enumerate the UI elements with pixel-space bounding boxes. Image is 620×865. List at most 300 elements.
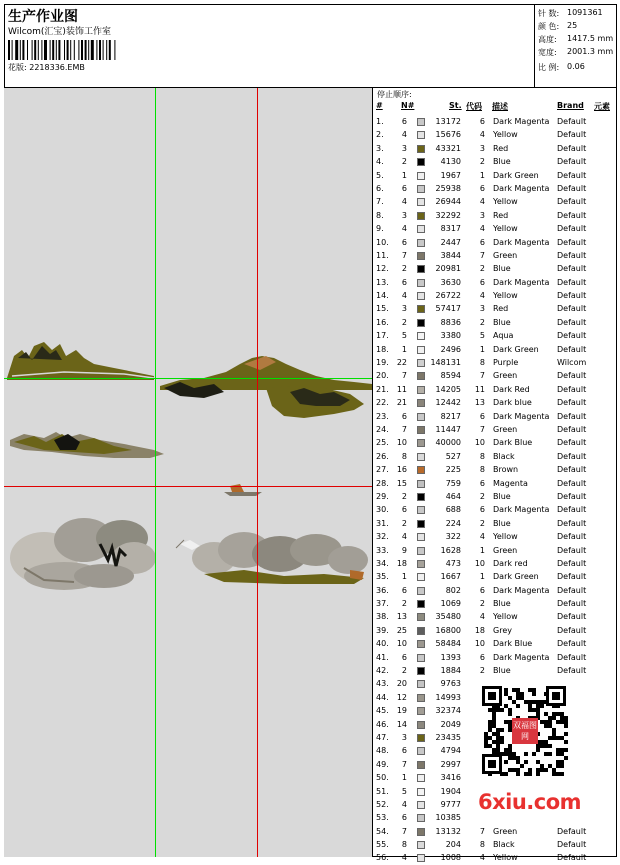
row-code: 10 xyxy=(474,558,485,568)
row-brand: Default xyxy=(557,237,587,247)
row-stitches: 43321 xyxy=(435,143,461,153)
color-swatch xyxy=(417,547,425,555)
row-needle: 6 xyxy=(401,585,407,595)
barcode xyxy=(8,40,146,60)
color-swatch xyxy=(417,185,425,193)
row-stitches: 2997 xyxy=(440,759,461,769)
row-brand: Default xyxy=(557,545,587,555)
row-stitches: 1628 xyxy=(440,545,461,555)
list-item xyxy=(373,249,617,262)
row-needle: 6 xyxy=(401,411,407,421)
row-description: Dark Magenta xyxy=(493,237,550,247)
row-stitches: 2049 xyxy=(440,719,461,729)
row-index: 14. xyxy=(376,291,389,301)
row-index: 20. xyxy=(376,371,389,381)
row-needle: 6 xyxy=(401,117,407,126)
row-stitches: 1884 xyxy=(440,666,461,676)
row-description: Yellow xyxy=(493,130,518,140)
row-stitches: 11447 xyxy=(435,424,461,434)
list-item xyxy=(373,570,617,583)
row-stitches: 1069 xyxy=(440,599,461,609)
pattern-value: 2218336.EMB xyxy=(29,63,85,72)
row-needle: 2 xyxy=(401,666,407,676)
row-code: 2 xyxy=(479,518,485,528)
row-description: Dark Blue xyxy=(493,639,533,649)
row-brand: Default xyxy=(557,438,587,448)
color-swatch xyxy=(417,319,425,327)
row-needle: 1 xyxy=(401,572,407,582)
row-description: Grey xyxy=(493,625,512,635)
row-brand: Default xyxy=(557,826,587,836)
col-header-index: # xyxy=(376,101,383,110)
color-swatch xyxy=(417,399,425,407)
row-stitches: 1967 xyxy=(440,170,461,180)
row-description: Dark Magenta xyxy=(493,117,550,126)
row-index: 24. xyxy=(376,424,389,434)
row-needle: 11 xyxy=(396,384,407,394)
guide-line-green-horizontal xyxy=(4,378,373,379)
row-stitches: 10385 xyxy=(435,813,461,823)
row-brand: Default xyxy=(557,344,587,354)
row-index: 19. xyxy=(376,358,389,368)
row-needle: 10 xyxy=(396,438,407,448)
row-stitches: 225 xyxy=(445,465,461,475)
row-needle: 6 xyxy=(401,813,407,823)
row-code: 4 xyxy=(479,291,485,301)
row-stitches: 688 xyxy=(445,505,461,515)
row-needle: 7 xyxy=(401,250,407,260)
row-brand: Default xyxy=(557,532,587,542)
row-stitches: 3416 xyxy=(440,773,461,783)
color-swatch xyxy=(417,801,425,809)
row-stitches: 8594 xyxy=(440,371,461,381)
company-name: Wilcom(汇宝)装饰工作室 xyxy=(8,27,111,37)
row-stitches: 13132 xyxy=(435,826,461,836)
row-needle: 4 xyxy=(401,291,407,301)
row-brand: Default xyxy=(557,558,587,568)
row-needle: 6 xyxy=(401,277,407,287)
tree-cluster-right xyxy=(176,532,368,584)
row-needle: 6 xyxy=(401,183,407,193)
row-index: 13. xyxy=(376,277,389,287)
list-item xyxy=(373,450,617,463)
color-swatch xyxy=(417,573,425,581)
row-needle: 1 xyxy=(401,170,407,180)
list-item xyxy=(373,182,617,195)
list-item xyxy=(373,825,617,838)
row-stitches: 9763 xyxy=(440,679,461,689)
row-brand: Default xyxy=(557,264,587,274)
row-stitches: 527 xyxy=(445,451,461,461)
row-brand: Default xyxy=(557,183,587,193)
row-index: 8. xyxy=(376,210,384,220)
row-stitches: 1393 xyxy=(440,652,461,662)
row-index: 38. xyxy=(376,612,389,622)
row-index: 36. xyxy=(376,585,389,595)
row-index: 5. xyxy=(376,170,384,180)
row-description: Black xyxy=(493,840,515,850)
list-item xyxy=(373,383,617,396)
row-stitches: 58484 xyxy=(435,639,461,649)
row-needle: 3 xyxy=(401,732,407,742)
row-brand: Default xyxy=(557,411,587,421)
color-swatch xyxy=(417,372,425,380)
row-index: 45. xyxy=(376,706,389,716)
row-brand: Default xyxy=(557,666,587,676)
row-brand: Default xyxy=(557,424,587,434)
row-brand: Default xyxy=(557,612,587,622)
row-index: 49. xyxy=(376,759,389,769)
row-code: 2 xyxy=(479,264,485,274)
row-stitches: 3380 xyxy=(440,331,461,341)
row-index: 12. xyxy=(376,264,389,274)
mountain-left-mid xyxy=(10,432,164,458)
row-description: Brown xyxy=(493,465,519,475)
row-index: 41. xyxy=(376,652,389,662)
row-index: 43. xyxy=(376,679,389,689)
list-item xyxy=(373,517,617,530)
row-index: 10. xyxy=(376,237,389,247)
row-stitches: 4794 xyxy=(440,746,461,756)
row-needle: 6 xyxy=(401,746,407,756)
list-item xyxy=(373,316,617,329)
row-brand: Default xyxy=(557,331,587,341)
meta-label: 高度: xyxy=(538,35,557,44)
list-item xyxy=(373,637,617,650)
document-header xyxy=(4,4,535,88)
row-index: 27. xyxy=(376,465,389,475)
list-item xyxy=(373,369,617,382)
row-description: Dark Blue xyxy=(493,438,533,448)
tree-cluster-left xyxy=(10,518,156,590)
row-index: 23. xyxy=(376,411,389,421)
meta-height xyxy=(538,34,614,45)
row-brand: Default xyxy=(557,478,587,488)
row-index: 52. xyxy=(376,799,389,809)
qr-stamp: 双福图网 xyxy=(512,718,538,744)
list-item xyxy=(373,410,617,423)
row-stitches: 204 xyxy=(445,840,461,850)
row-description: Dark blue xyxy=(493,398,532,408)
row-brand: Default xyxy=(557,157,587,167)
row-stitches: 20981 xyxy=(435,264,461,274)
row-code: 2 xyxy=(479,317,485,327)
row-needle: 2 xyxy=(401,157,407,167)
row-description: Green xyxy=(493,250,518,260)
row-needle: 15 xyxy=(396,478,407,488)
meta-value: 1091361 xyxy=(567,8,603,17)
row-stitches: 32292 xyxy=(435,210,461,220)
row-needle: 2 xyxy=(401,518,407,528)
row-stitches: 15676 xyxy=(435,130,461,140)
row-stitches: 8217 xyxy=(440,411,461,421)
row-stitches: 322 xyxy=(445,532,461,542)
row-index: 22. xyxy=(376,398,389,408)
row-needle: 4 xyxy=(401,799,407,809)
row-description: Dark Magenta xyxy=(493,411,550,421)
color-swatch xyxy=(417,453,425,461)
row-brand: Default xyxy=(557,304,587,314)
row-description: Blue xyxy=(493,518,511,528)
row-needle: 3 xyxy=(401,210,407,220)
landscape-artwork xyxy=(4,88,373,857)
row-index: 9. xyxy=(376,224,384,234)
color-swatch xyxy=(417,841,425,849)
stop-sequence-title: 停止顺序: xyxy=(377,90,412,99)
row-index: 42. xyxy=(376,666,389,676)
row-stitches: 40000 xyxy=(435,438,461,448)
meta-width xyxy=(538,47,614,58)
row-stitches: 224 xyxy=(445,518,461,528)
row-code: 6 xyxy=(479,237,485,247)
row-index: 47. xyxy=(376,732,389,742)
row-stitches: 473 xyxy=(445,558,461,568)
row-brand: Default xyxy=(557,291,587,301)
row-needle: 7 xyxy=(401,759,407,769)
row-brand: Default xyxy=(557,143,587,153)
row-stitches: 13172 xyxy=(435,117,461,126)
row-needle: 4 xyxy=(401,532,407,542)
row-code: 13 xyxy=(474,398,485,408)
row-brand: Default xyxy=(557,170,587,180)
row-description: Dark Green xyxy=(493,344,539,354)
row-index: 2. xyxy=(376,130,384,140)
pattern-file xyxy=(8,62,85,73)
row-index: 35. xyxy=(376,572,389,582)
color-swatch xyxy=(417,747,425,755)
row-brand: Default xyxy=(557,371,587,381)
row-description: Green xyxy=(493,424,518,434)
row-code: 4 xyxy=(479,532,485,542)
row-brand: Default xyxy=(557,277,587,287)
meta-value: 2001.3 mm xyxy=(567,47,614,56)
meta-colors xyxy=(538,21,578,32)
row-stitches: 1667 xyxy=(440,572,461,582)
list-item xyxy=(373,142,617,155)
row-description: Yellow xyxy=(493,853,518,863)
row-code: 5 xyxy=(479,331,485,341)
row-stitches: 23435 xyxy=(435,732,461,742)
row-needle: 9 xyxy=(401,545,407,555)
row-code: 4 xyxy=(479,612,485,622)
row-brand: Default xyxy=(557,572,587,582)
row-brand: Default xyxy=(557,840,587,850)
row-code: 6 xyxy=(479,117,485,126)
row-index: 31. xyxy=(376,518,389,528)
color-swatch xyxy=(417,212,425,220)
list-item xyxy=(373,477,617,490)
row-description: Blue xyxy=(493,666,511,676)
row-needle: 21 xyxy=(396,398,407,408)
color-swatch xyxy=(417,198,425,206)
row-code: 7 xyxy=(479,371,485,381)
color-swatch xyxy=(417,828,425,836)
row-stitches: 26944 xyxy=(435,197,461,207)
row-brand: Default xyxy=(557,130,587,140)
row-index: 37. xyxy=(376,599,389,609)
row-index: 34. xyxy=(376,558,389,568)
row-description: Magenta xyxy=(493,478,528,488)
row-needle: 6 xyxy=(401,652,407,662)
row-stitches: 9777 xyxy=(440,799,461,809)
color-swatch xyxy=(417,118,425,126)
col-header-code: 代码 xyxy=(466,102,482,111)
mountain-left-top xyxy=(7,342,154,380)
list-item xyxy=(373,329,617,342)
qr-code xyxy=(468,680,582,782)
row-index: 39. xyxy=(376,625,389,635)
row-index: 46. xyxy=(376,719,389,729)
row-index: 4. xyxy=(376,157,384,167)
list-item xyxy=(373,289,617,302)
row-needle: 8 xyxy=(401,451,407,461)
row-description: Blue xyxy=(493,491,511,501)
row-brand: Default xyxy=(557,224,587,234)
row-description: Blue xyxy=(493,157,511,167)
row-index: 3. xyxy=(376,143,384,153)
color-swatch xyxy=(417,761,425,769)
row-stitches: 25938 xyxy=(435,183,461,193)
meta-scale xyxy=(538,62,585,73)
row-index: 15. xyxy=(376,304,389,314)
row-description: Yellow xyxy=(493,224,518,234)
row-brand: Default xyxy=(557,652,587,662)
color-swatch xyxy=(417,225,425,233)
color-swatch xyxy=(417,426,425,434)
row-needle: 25 xyxy=(396,625,407,635)
row-needle: 13 xyxy=(396,612,407,622)
list-item xyxy=(373,222,617,235)
color-swatch xyxy=(417,305,425,313)
color-swatch xyxy=(417,734,425,742)
row-index: 26. xyxy=(376,451,389,461)
row-description: Dark Green xyxy=(493,170,539,180)
color-swatch xyxy=(417,332,425,340)
row-stitches: 32374 xyxy=(435,706,461,716)
color-swatch xyxy=(417,172,425,180)
row-description: Aqua xyxy=(493,331,514,341)
color-swatch xyxy=(417,814,425,822)
row-needle: 7 xyxy=(401,424,407,434)
row-code: 8 xyxy=(479,465,485,475)
row-code: 4 xyxy=(479,224,485,234)
list-item xyxy=(373,651,617,664)
row-description: Dark Magenta xyxy=(493,652,550,662)
color-swatch xyxy=(417,439,425,447)
meta-value: 1417.5 mm xyxy=(567,34,614,43)
color-swatch xyxy=(417,613,425,621)
list-item xyxy=(373,276,617,289)
row-needle: 16 xyxy=(396,465,407,475)
row-brand: Default xyxy=(557,451,587,461)
col-header-description: 描述 xyxy=(492,102,508,111)
row-description: Dark Red xyxy=(493,384,530,394)
row-index: 56. xyxy=(376,853,389,863)
mountain-right xyxy=(160,356,372,418)
row-description: Green xyxy=(493,545,518,555)
list-item xyxy=(373,356,617,369)
row-index: 29. xyxy=(376,491,389,501)
design-preview xyxy=(4,88,373,857)
row-brand: Default xyxy=(557,505,587,515)
row-code: 8 xyxy=(479,358,485,368)
row-brand: Default xyxy=(557,250,587,260)
row-index: 32. xyxy=(376,532,389,542)
row-needle: 4 xyxy=(401,130,407,140)
list-item xyxy=(373,436,617,449)
row-description: Dark red xyxy=(493,558,528,568)
list-item xyxy=(373,597,617,610)
row-stitches: 2496 xyxy=(440,344,461,354)
meta-label: 针 数: xyxy=(538,9,560,18)
color-swatch xyxy=(417,520,425,528)
row-stitches: 12442 xyxy=(435,398,461,408)
row-code: 18 xyxy=(474,625,485,635)
row-index: 53. xyxy=(376,813,389,823)
row-code: 6 xyxy=(479,505,485,515)
row-code: 11 xyxy=(474,384,485,394)
row-brand: Default xyxy=(557,518,587,528)
row-description: Dark Magenta xyxy=(493,183,550,193)
row-stitches: 2447 xyxy=(440,237,461,247)
row-index: 50. xyxy=(376,773,389,783)
design-meta xyxy=(535,4,617,88)
meta-label: 比 例: xyxy=(538,63,560,72)
row-code: 1 xyxy=(479,344,485,354)
row-index: 28. xyxy=(376,478,389,488)
color-swatch xyxy=(417,480,425,488)
row-code: 6 xyxy=(479,585,485,595)
color-swatch xyxy=(417,292,425,300)
row-brand: Default xyxy=(557,317,587,327)
row-brand: Default xyxy=(557,384,587,394)
row-needle: 2 xyxy=(401,264,407,274)
color-swatch xyxy=(417,600,425,608)
row-index: 30. xyxy=(376,505,389,515)
row-description: Red xyxy=(493,304,509,314)
list-item xyxy=(373,838,617,851)
row-index: 48. xyxy=(376,746,389,756)
row-description: Green xyxy=(493,826,518,836)
guide-line-red-horizontal xyxy=(4,486,373,487)
row-index: 1. xyxy=(376,117,384,126)
row-description: Dark Magenta xyxy=(493,505,550,515)
color-swatch xyxy=(417,279,425,287)
row-stitches: 8836 xyxy=(440,317,461,327)
row-needle: 4 xyxy=(401,197,407,207)
row-code: 2 xyxy=(479,157,485,167)
list-item xyxy=(373,463,617,476)
row-brand: Default xyxy=(557,585,587,595)
col-header-stitches: St. xyxy=(449,101,462,110)
row-needle: 7 xyxy=(401,371,407,381)
row-stitches: 14205 xyxy=(435,384,461,394)
row-code: 10 xyxy=(474,438,485,448)
guide-line-red-vertical xyxy=(257,88,258,857)
row-stitches: 1008 xyxy=(440,853,461,863)
row-brand: Default xyxy=(557,197,587,207)
row-code: 2 xyxy=(479,666,485,676)
row-index: 7. xyxy=(376,197,384,207)
row-needle: 1 xyxy=(401,344,407,354)
list-item xyxy=(373,544,617,557)
row-index: 40. xyxy=(376,639,389,649)
row-index: 55. xyxy=(376,840,389,850)
row-code: 4 xyxy=(479,853,485,863)
row-stitches: 8317 xyxy=(440,224,461,234)
row-code: 7 xyxy=(479,424,485,434)
color-swatch xyxy=(417,680,425,688)
